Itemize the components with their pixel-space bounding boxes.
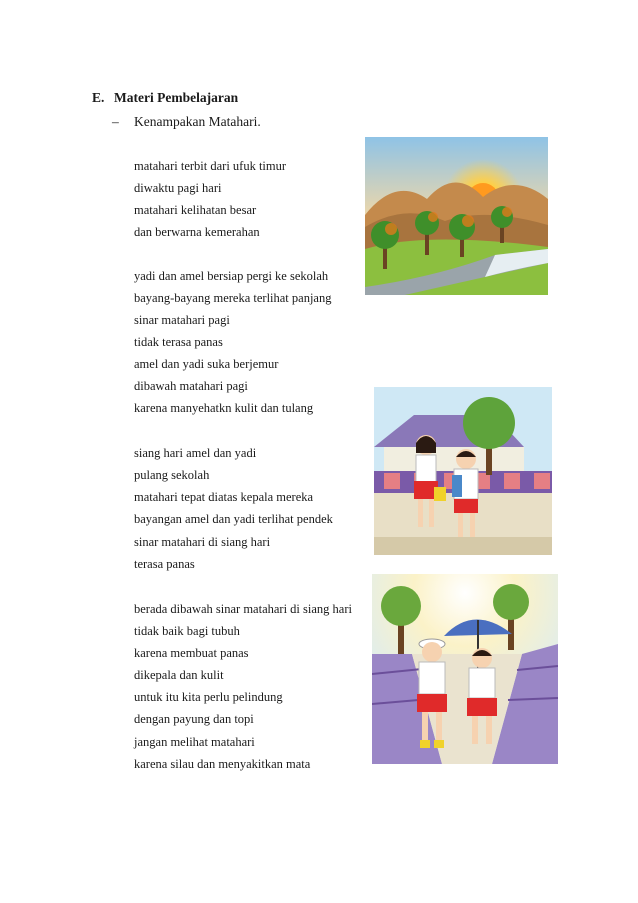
poem-line: dengan payung dan topi bbox=[134, 712, 254, 726]
poem-line: amel dan yadi suka berjemur bbox=[134, 357, 279, 371]
poem-line: terasa panas bbox=[134, 557, 195, 571]
section-title: Materi Pembelajaran bbox=[114, 90, 239, 105]
children-umbrella-illustration bbox=[372, 574, 558, 764]
poem-line: siang hari amel dan yadi bbox=[134, 446, 257, 460]
poem-line: sinar matahari pagi bbox=[134, 313, 230, 327]
poem-line: matahari tepat diatas kepala mereka bbox=[134, 490, 314, 504]
poem-line: karena manyehatkn kulit dan tulang bbox=[134, 401, 314, 415]
poem-line: matahari terbit dari ufuk timur bbox=[134, 159, 287, 173]
poem-line: bayang-bayang mereka terlihat panjang bbox=[134, 291, 332, 305]
subsection-title: Kenampakan Matahari. bbox=[134, 114, 261, 129]
subsection-dash: – bbox=[112, 114, 119, 129]
sunrise-illustration bbox=[365, 137, 548, 295]
poem-line: karena silau dan menyakitkan mata bbox=[134, 757, 311, 771]
subsection-heading bbox=[112, 114, 261, 130]
poem-line: sinar matahari di siang hari bbox=[134, 535, 271, 549]
poem-line: tidak terasa panas bbox=[134, 335, 223, 349]
poem-line: bayangan amel dan yadi terlihat pendek bbox=[134, 512, 333, 526]
poem-line: pulang sekolah bbox=[134, 468, 210, 482]
poem-line: dikepala dan kulit bbox=[134, 668, 224, 682]
poem-line: dan berwarna kemerahan bbox=[134, 225, 260, 239]
section-letter: E. bbox=[92, 90, 105, 105]
children-walking-illustration bbox=[374, 387, 552, 555]
poem-line: berada dibawah sinar matahari di siang hari bbox=[134, 602, 352, 616]
poem-line: dibawah matahari pagi bbox=[134, 379, 248, 393]
poem-line: matahari kelihatan besar bbox=[134, 203, 257, 217]
poem-line: untuk itu kita perlu pelindung bbox=[134, 690, 283, 704]
poem-line: jangan melihat matahari bbox=[134, 735, 255, 749]
poem-line: karena membuat panas bbox=[134, 646, 249, 660]
poem-line: yadi dan amel bersiap pergi ke sekolah bbox=[134, 269, 329, 283]
poem-line: tidak baik bagi tubuh bbox=[134, 624, 240, 638]
section-heading bbox=[92, 90, 238, 106]
poem-line: diwaktu pagi hari bbox=[134, 181, 222, 195]
